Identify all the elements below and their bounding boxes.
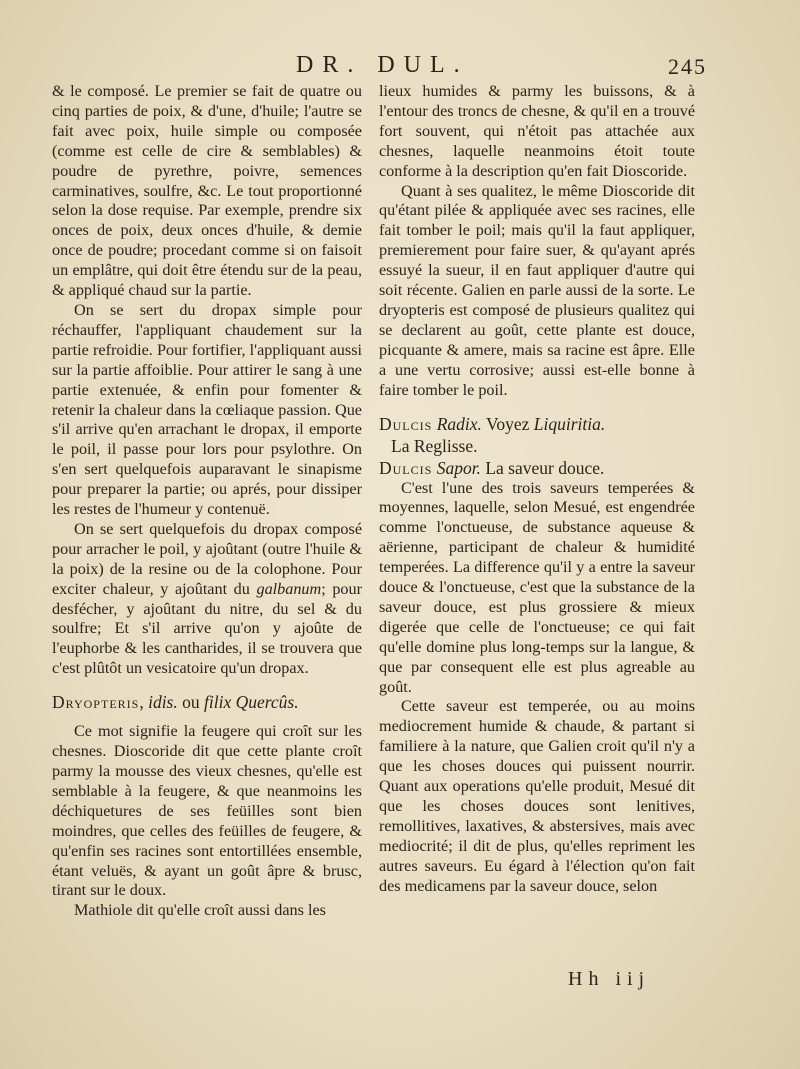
entry-connector: Voyez [481,413,534,434]
entry-heading-dulcis-radix [379,413,695,435]
right-column [379,82,695,897]
page-number: 245 [668,54,707,79]
galbanum-term: galbanum [256,579,322,598]
paragraph: Quant à ses qualitez, le même Dioscoride dit qu'étant pilée & appliquée avec ses racines, elle fait tomber le poil; mais qu'il la faut appliquer, premierement pour faire suer, & qu'ayant aprés essuyé la sueur, il en faut appliquer d'autre qui soit récente. Galien en parle aussi de la sorte. Le dryopteris est composé de plusieurs qualitez qui se declarent au goût, cette plante est douce, picquante & amere, mais sa racine est âpre. Elle a une vertu corrosive; aussi est-elle bonne à faire tomber le poil. [379,181,695,399]
entry-term: Radix. [436,413,482,434]
entry-alternate: filix Quercûs. [204,692,299,713]
entry-genitive: idis. [148,692,178,713]
entry-heading-dulcis-sapor [379,457,695,479]
paragraph: On se sert du dropax simple pour réchauffer, l'appliquant chaudement sur la partie refroidie. Pour fortifier, l'appliquant aussi sur la partie affoiblie. Pour attirer le sang à une partie extenuée, & enfin pour fomenter & retenir la chaleur dans la cœliaque passion. Que s'il arrive qu'en arrachant le dropax, il emporte le poil, il passe pour lors pour psylothre. On s'en sert quelquefois auparavant le sinapisme pour preparer la partie; ou aprés, pour dissiper les restes de l'humeur y contenuë. [52,300,362,519]
running-head: DR. DUL. [296,52,469,78]
entry-gloss: La saveur douce. [480,457,605,478]
paragraph: & le composé. Le premier se fait de quatre ou cinq parties de poix, & d'une, d'huile; l'autre se fait avec poix, huile simple ou composée (comme est celle de cire & semblables) & poudre de pyrethre, poivre, semences carminatives, soulfre, &c. Le tout proportionné selon la dose requise. Par exemple, prendre six onces de poix, deux onces d'huile, & demie once de poudre; procedant comme si on faisoit un emplâtre, qui doit être étendu sur de la peau, & appliqué chaud sur la partie. [52,82,362,300]
paragraph: Cette saveur est temperée, ou au moins mediocrement humide & chaude, & partant si familiere à la nature, que Galien croit qu'il n'y a que les choses douces qui puissent nourrir. Quant aux operations qu'elle produit, Mesué dit que les choses douces sont lenitives, remollitives, laxatives, & abstersives, mais avec mediocrité; il dit de plus, qu'elles repriment les autres saveurs. Eu égard à l'élection qu'on fait des medicamens par la saveur douce, selon [379,697,695,895]
entry-name: Dulcis [379,413,433,434]
paragraph: Mathiole dit qu'elle croît aussi dans les [74,901,326,920]
signature-mark: Hh iij [568,968,651,990]
text-run: On se sert quelquefois du dropax composé pour arracher le poil, y ajoûtant (outre l'huile & la poix) de la resine ou de la colophone. Pour exciter chaleur, y ajoûtant du [52,519,362,598]
left-column [52,82,362,921]
spacer [52,713,362,722]
paragraph: C'est l'une des trois saveurs temperées & moyennes, laquelle, selon Mesué, est engendrée comme l'onctueuse, de substance aqueuse & aërienne, participant de chaleur & humidité temperées. La difference qu'il y a entre la saveur douce & l'onctueuse, c'est que la substance de la saveur douce, est plus grossiere & mieux digerée que celle de l'onctueuse; ce qui fait qu'elle domine plus long-temps sur la langue, & que par consequent elle est plus agreable au goût. [379,478,695,696]
paragraph: lieux humides & parmy les buissons, & à l'entour des troncs de chesne, & qu'il en a trouvé fort souvent, qui n'étoit pas attachée aux chesnes, laquelle neanmoins étoit toute conforme à la description qu'en fait Dioscoride. [379,82,695,180]
entry-reference: Liquiritia. [533,413,606,434]
entry-heading-dryopteris [52,691,362,713]
page-header [0,52,800,82]
text-run: ; pour desfécher, y ajoûtant du nitre, du sel & du soulfre; Et s'il arrive qu'on y ajoûte de l'euphorbe & les cantharides, il se trouvera que c'est plûtôt un vesicatoire qu'un dropax. [52,579,362,678]
paragraph [52,520,362,679]
entry-connector: ou [177,692,204,713]
entry-name: Dulcis [379,457,433,478]
spacer [52,679,362,691]
entry-subheading: La Reglisse. [391,435,478,456]
entry-name: Dryopteris [52,692,140,713]
entry-separator: , [139,692,149,713]
paragraph: Ce mot signifie la feugere qui croît sur les chesnes. Dioscoride dit que cette plante croît parmy la mousse des vieux chesnes, qu'elle est semblable à la feugere, & que neanmoins les déchiquetures de ses feüilles sont bien moindres, que celles des feüilles de feugere, & qu'enfin ses racines sont entortillées ensemble, étant veluës, & ayant un goût âpre & brusc, tirant sur le doux. [52,722,362,900]
entry-term: Sapor. [436,457,481,478]
spacer [379,401,695,413]
